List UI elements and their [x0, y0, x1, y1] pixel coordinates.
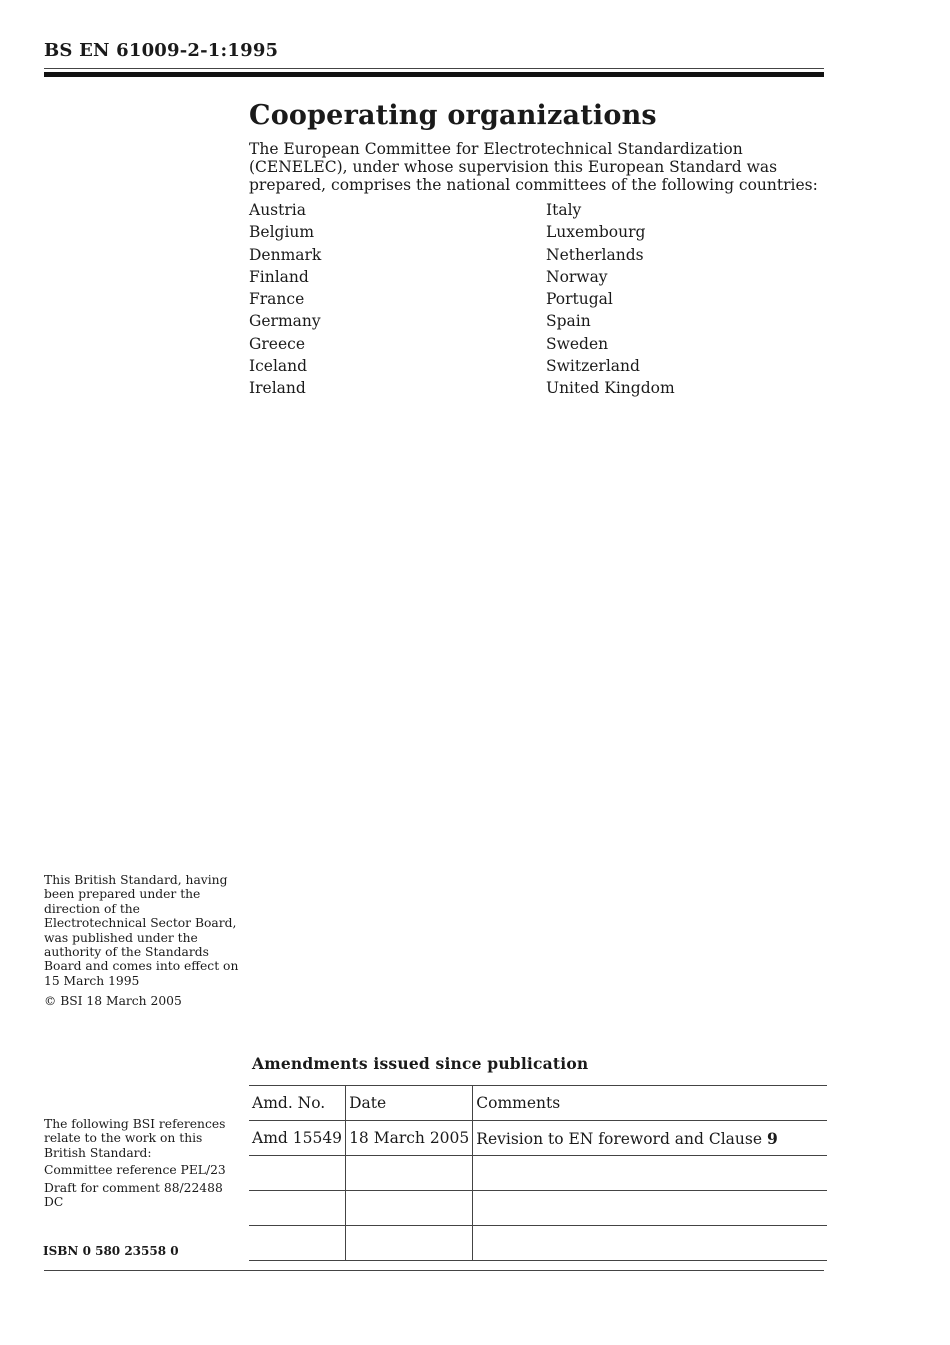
publication-note: This British Standard, having been prepared under the direction of the Electrotechnical Sector Board, was published under the authority of the Standards Board and comes into effect on 15 March 1995 — [44, 873, 239, 988]
intro-paragraph: The European Committee for Electrotechnical Standardization (CENELEC), under whose supervision this European Standard was prepared, comprises the national committees of the following countries: — [249, 140, 818, 194]
amendments-table — [249, 1085, 827, 1261]
country-item: Ireland — [249, 379, 306, 398]
document-code: BS EN 61009-2-1:1995 — [44, 40, 279, 61]
table-row-empty — [249, 1156, 827, 1191]
column-header-comments: Comments — [473, 1086, 827, 1121]
isbn: ISBN 0 580 23558 0 — [43, 1244, 179, 1258]
country-item: Portugal — [546, 290, 613, 309]
country-item: Finland — [249, 267, 309, 286]
country-item: United Kingdom — [546, 379, 675, 398]
draft-reference: Draft for comment 88/22488 DC — [44, 1180, 223, 1210]
header-rule-thick — [44, 72, 824, 77]
country-item: Italy — [546, 201, 582, 219]
country-item: France — [249, 290, 305, 309]
date-cell: 18 March 2005 — [346, 1121, 473, 1156]
country-list-left — [249, 199, 321, 400]
table-row-empty — [249, 1191, 827, 1226]
country-item: Germany — [249, 312, 321, 331]
comment-text: Revision to EN foreword and Clause — [476, 1129, 767, 1148]
country-item: Denmark — [249, 245, 322, 264]
comment-cell — [473, 1121, 827, 1156]
clause-number: 9 — [766, 1128, 778, 1148]
section-title: Cooperating organizations — [249, 100, 657, 131]
country-item: Belgium — [249, 223, 315, 242]
column-header-amd-no: Amd. No. — [249, 1086, 346, 1121]
country-item: Netherlands — [546, 245, 644, 264]
column-header-date: Date — [346, 1086, 473, 1121]
country-item: Iceland — [249, 357, 308, 376]
country-list-right — [546, 199, 675, 400]
country-item: Switzerland — [546, 357, 640, 376]
country-item: Sweden — [546, 334, 609, 353]
footer-rule — [44, 1270, 824, 1271]
copyright-notice: © BSI 18 March 2005 — [44, 994, 182, 1008]
references-intro: The following BSI references relate to the work on this British Standard: — [44, 1117, 226, 1160]
table-row-empty — [249, 1226, 827, 1261]
amendments-title: Amendments issued since publication — [252, 1054, 589, 1073]
header-rule-thin — [44, 68, 824, 69]
country-item: Spain — [546, 312, 591, 331]
table-header-row — [249, 1086, 827, 1121]
country-item: Greece — [249, 334, 305, 353]
country-item: Luxembourg — [546, 223, 646, 242]
bsi-references — [44, 1117, 244, 1209]
committee-reference: Committee reference PEL/23 — [44, 1163, 226, 1178]
country-item: Austria — [249, 201, 306, 219]
country-item: Norway — [546, 267, 608, 286]
amd-no-cell: Amd 15549 — [249, 1121, 346, 1156]
table-row — [249, 1121, 827, 1156]
